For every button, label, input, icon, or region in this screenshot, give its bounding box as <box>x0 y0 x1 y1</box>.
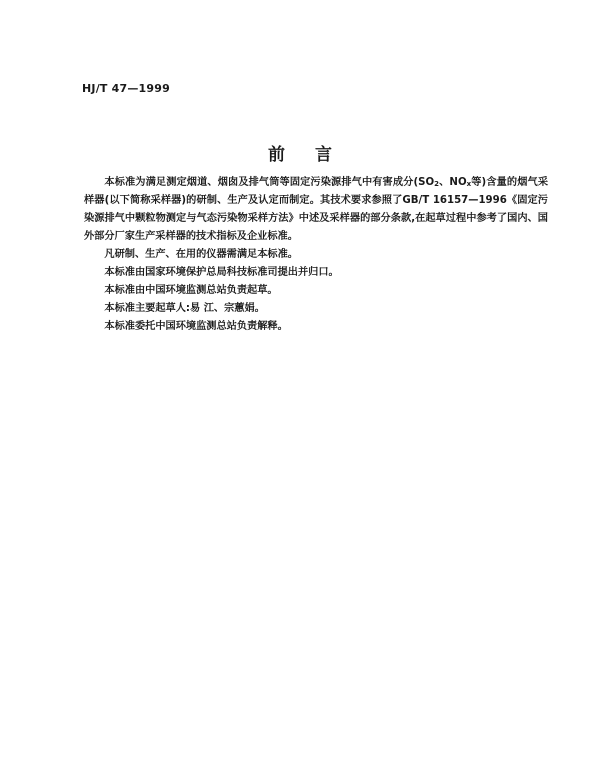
page-title: 前言 <box>268 145 362 165</box>
paragraph-purpose-text-1: 本标准为满足测定烟道、烟囱及排气筒等固定污染源排气中有害成分(SO <box>104 177 435 188</box>
paragraph-scope: 凡研制、生产、在用的仪器需满足本标准。 <box>104 249 298 260</box>
paragraph-drafters: 本标准主要起草人:易 江、宗蕙娟。 <box>104 303 265 314</box>
paragraph-proposer: 本标准由国家环境保护总局科技标准司提出并归口。 <box>104 267 339 278</box>
paragraph-drafting-unit: 本标准由中国环境监测总站负责起草。 <box>104 285 278 296</box>
subscript-2: 2 <box>434 180 439 188</box>
paragraph-purpose-text-3: 等)含量的烟气采样器(以下简称采样器)的研制、生产及认定而制定。其技术要求参照了GB/T 16157—1996《固定污染源排气中颗粒物测定与气态污染物采样方法》中述及采样器的部分条款,在起草过程中参考了国内、国外部分厂家生产采样器的技术指标及企业标准。 <box>84 177 549 242</box>
paragraph-purpose <box>84 174 548 246</box>
preface-body <box>84 174 548 336</box>
paragraph-interpretation: 本标准委托中国环境监测总站负责解释。 <box>104 321 288 332</box>
subscript-x: x <box>466 180 472 188</box>
paragraph-purpose-text-2: 、NO <box>439 177 467 188</box>
standard-code: HJ/T 47—1999 <box>82 82 170 95</box>
